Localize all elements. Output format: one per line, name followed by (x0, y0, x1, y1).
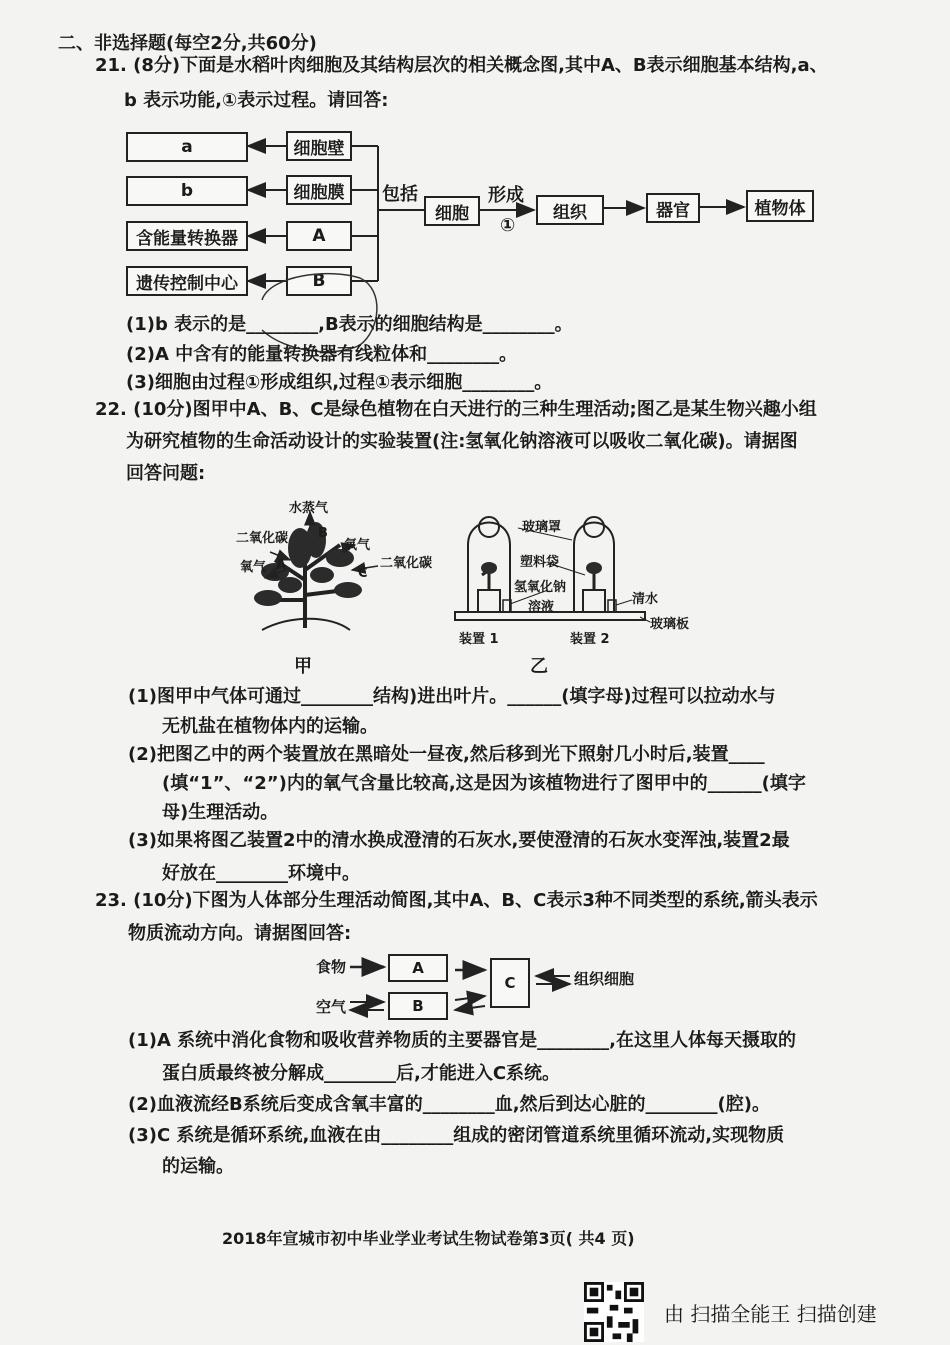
q21-label-form: 形成 (488, 185, 524, 206)
scanner-watermark: 由 扫描全能王 扫描创建 (664, 1302, 877, 1326)
fig-yi-solution: 溶液 (528, 600, 555, 615)
fig-jia-co2-left: 二氧化碳 (236, 531, 289, 546)
fig-jia-caption: 甲 (294, 656, 312, 677)
q23-label-air: 空气 (316, 998, 347, 1016)
q23-label-tissue-cells: 组织细胞 (574, 970, 635, 988)
q21-box-cell-wall: 细胞壁 (286, 131, 352, 161)
q22-sub2-line1: (2)把图乙中的两个装置放在黑暗处一昼夜,然后移到光下照射几小时后,装置____ (128, 744, 765, 765)
fig-yi-bag: 塑料袋 (520, 555, 560, 570)
q21-stem-line1: 21. (8分)下面是水稻叶肉细胞及其结构层次的相关概念图,其中A、B表示细胞基本结构,a、 (95, 55, 828, 76)
q21-box-A: A (286, 221, 352, 251)
page-footer: 2018年宣城市初中毕业学业考试生物试卷第3页( 共4 页) (222, 1229, 635, 1248)
q23-box-C: C (490, 958, 530, 1008)
fig-yi-device2: 装置 2 (570, 632, 610, 647)
q21-box-tissue: 组织 (536, 195, 604, 225)
q21-box-B: B (286, 266, 352, 296)
q21-label-process-1: ① (500, 215, 516, 236)
q23-sub3-line1: (3)C 系统是循环系统,血液在由________组成的密闭管道系统里循环流动,实现物质 (128, 1125, 785, 1146)
q22-sub3-line2: 好放在________环境中。 (162, 863, 360, 884)
q22-sub3-line1: (3)如果将图乙装置2中的清水换成澄清的石灰水,要使澄清的石灰水变浑浊,装置2最 (128, 830, 790, 851)
q21-sub3: (3)细胞由过程①形成组织,过程①表示细胞________。 (126, 372, 553, 393)
q21-sub1: (1)b 表示的是________,B表示的细胞结构是________。 (126, 314, 573, 335)
q23-box-B: B (388, 992, 448, 1020)
fig-jia-A: A (276, 558, 287, 573)
q21-box-cell: 细胞 (424, 196, 480, 226)
q22-sub1-line2: 无机盐在植物体内的运输。 (162, 716, 378, 737)
q23-sub1-line2: 蛋白质最终被分解成________后,才能进入C系统。 (162, 1063, 561, 1084)
q21-box-a: a (126, 132, 248, 162)
fig-yi-device1: 装置 1 (459, 632, 499, 647)
q21-label-include: 包括 (382, 184, 418, 205)
q22-sub1-line1: (1)图甲中气体可通过________结构)进出叶片。______(填字母)过程可以拉动水与 (128, 686, 776, 707)
q23-stem-line1: 23. (10分)下图为人体部分生理活动简图,其中A、B、C表示3种不同类型的系统,箭头表示 (95, 890, 818, 911)
q21-box-cell-membrane: 细胞膜 (286, 175, 352, 205)
fig-yi-water: 清水 (632, 592, 659, 607)
fig-jia-vapor: 水蒸气 (289, 501, 329, 516)
q21-sub2: (2)A 中含有的能量转换器有线粒体和________。 (126, 344, 518, 365)
q22-stem-line2: 为研究植物的生命活动设计的实验装置(注:氢氧化钠溶液可以吸收二氧化碳)。请据图 (126, 431, 798, 452)
fig-yi-caption: 乙 (530, 656, 548, 677)
section-title: 二、非选择题(每空2分,共60分) (58, 33, 317, 54)
q23-label-food: 食物 (316, 958, 347, 976)
q23-sub1-line1: (1)A 系统中消化食物和吸收营养物质的主要器官是________,在这里人体每天摄取的 (128, 1030, 797, 1051)
q21-box-organ: 器官 (646, 193, 700, 223)
q21-box-b: b (126, 176, 248, 206)
fig-jia-B: B (318, 526, 328, 541)
qr-code-icon (584, 1282, 644, 1342)
fig-jia-co2-right: 二氧化碳 (380, 556, 433, 571)
q23-box-A: A (388, 954, 448, 982)
q22-sub2-line3: 母)生理活动。 (162, 802, 279, 823)
q23-sub2: (2)血液流经B系统后变成含氧丰富的________血,然后到达心脏的________(腔)。 (128, 1094, 770, 1115)
fig-yi-bell: 玻璃罩 (522, 520, 562, 535)
q23-stem-line2: 物质流动方向。请据图回答: (128, 923, 352, 944)
q21-stem-line2: b 表示功能,①表示过程。请回答: (124, 90, 389, 111)
fig-jia-C: C (358, 566, 368, 581)
fig-jia-o2-left: 氧气 (240, 560, 267, 575)
fig-yi-naoh: 氢氧化钠 (514, 580, 567, 595)
q23-sub3-line2: 的运输。 (162, 1156, 234, 1177)
fig-yi-plate: 玻璃板 (650, 617, 690, 632)
q21-box-energy-converter: 含能量转换器 (126, 221, 248, 251)
q21-box-plant: 植物体 (746, 190, 814, 222)
q22-sub2-line2: (填“1”、“2”)内的氧气含量比较高,这是因为该植物进行了图甲中的______(填字 (162, 773, 806, 794)
fig-jia-o2-right: 氧气 (344, 538, 371, 553)
q21-box-genetic-center: 遗传控制中心 (126, 266, 248, 296)
q22-stem-line3: 回答问题: (126, 463, 206, 484)
q22-stem-line1: 22. (10分)图甲中A、B、C是绿色植物在白天进行的三种生理活动;图乙是某生物兴趣小组 (95, 399, 817, 420)
